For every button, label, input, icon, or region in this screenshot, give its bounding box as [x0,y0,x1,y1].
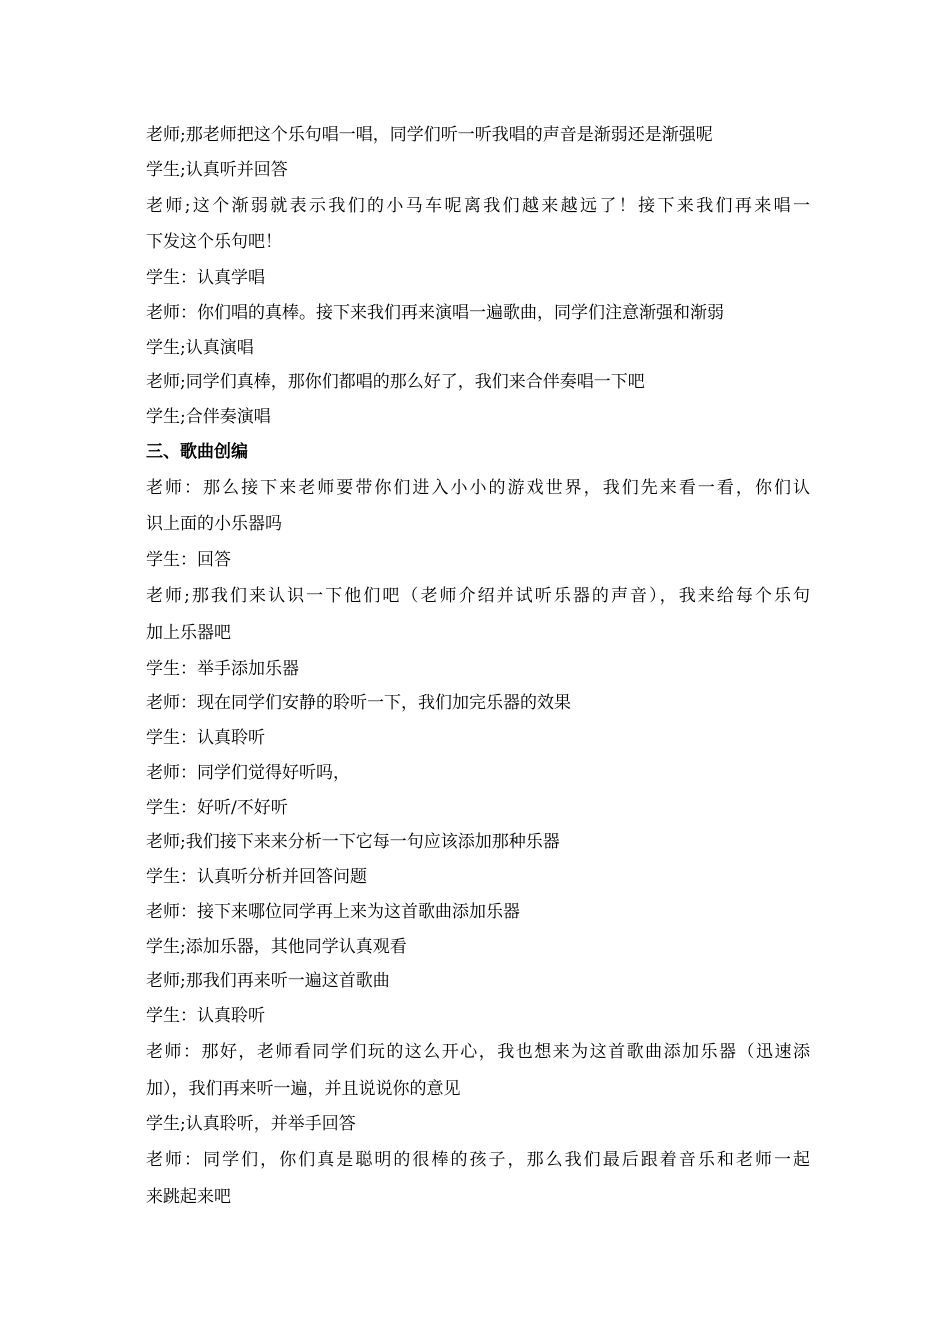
text-line: 加），我们再来听一遍，并且说说你的意见 [146,1078,461,1099]
text-line: 学生：认真聆听 [146,728,265,749]
text-line: 老师：同学们觉得好听吗， [146,762,350,783]
text-line: 学生;认真聆听，并举手回答 [146,1114,356,1135]
text-line: 学生;合伴奏演唱 [146,407,271,428]
text-line: 老师：那么接下来老师要带你们进入小小的游戏世界，我们先来看一看，你们认 [146,477,810,498]
text-line: 老师：同学们，你们真是聪明的很棒的孩子，那么我们最后跟着音乐和老师一起 [146,1150,810,1171]
text-line: 学生：回答 [146,550,231,571]
text-line: 下发这个乐句吧！ [146,232,282,253]
text-line: 老师：现在同学们安静的聆听一下，我们加完乐器的效果 [146,693,571,714]
section-heading: 三、歌曲创编 [146,441,248,462]
text-line: 学生：认真聆听 [146,1006,265,1027]
text-line: 学生;认真听并回答 [146,159,288,180]
text-line: 学生;添加乐器，其他同学认真观看 [146,936,407,957]
text-line: 学生：好听/不好听 [146,797,288,818]
text-line: 老师：你们唱的真棒。接下来我们再来演唱一遍歌曲，同学们注意渐强和渐弱 [146,302,724,323]
text-line: 加上乐器吧 [146,622,231,643]
text-line: 老师;这个渐弱就表示我们的小马车呢离我们越来越远了！接下来我们再来唱一 [146,195,810,216]
text-line: 学生：举手添加乐器 [146,658,299,679]
text-line: 老师;那我们来认识一下他们吧（老师介绍并试听乐器的声音），我来给每个乐句 [146,585,810,606]
text-line: 学生;认真演唱 [146,337,254,358]
text-line: 学生：认真听分析并回答问题 [146,867,367,888]
text-line: 老师;那老师把这个乐句唱一唱，同学们听一听我唱的声音是渐弱还是渐强呢 [146,125,713,145]
text-line: 老师;同学们真棒，那你们都唱的那么好了，我们来合伴奏唱一下吧 [146,372,645,393]
text-line: 识上面的小乐器吗 [146,514,282,535]
text-line: 老师;我们接下来来分析一下它每一句应该添加那种乐器 [146,832,560,853]
text-line: 老师：那好，老师看同学们玩的这么开心，我也想来为这首歌曲添加乐器（迅速添 [146,1041,810,1062]
text-line: 老师：接下来哪位同学再上来为这首歌曲添加乐器 [146,901,520,922]
text-line: 来跳起来吧 [146,1186,231,1207]
document-body [146,118,810,1216]
text-line: 学生：认真学唱 [146,268,265,289]
text-line: 老师;那我们再来听一遍这首歌曲 [146,971,390,992]
